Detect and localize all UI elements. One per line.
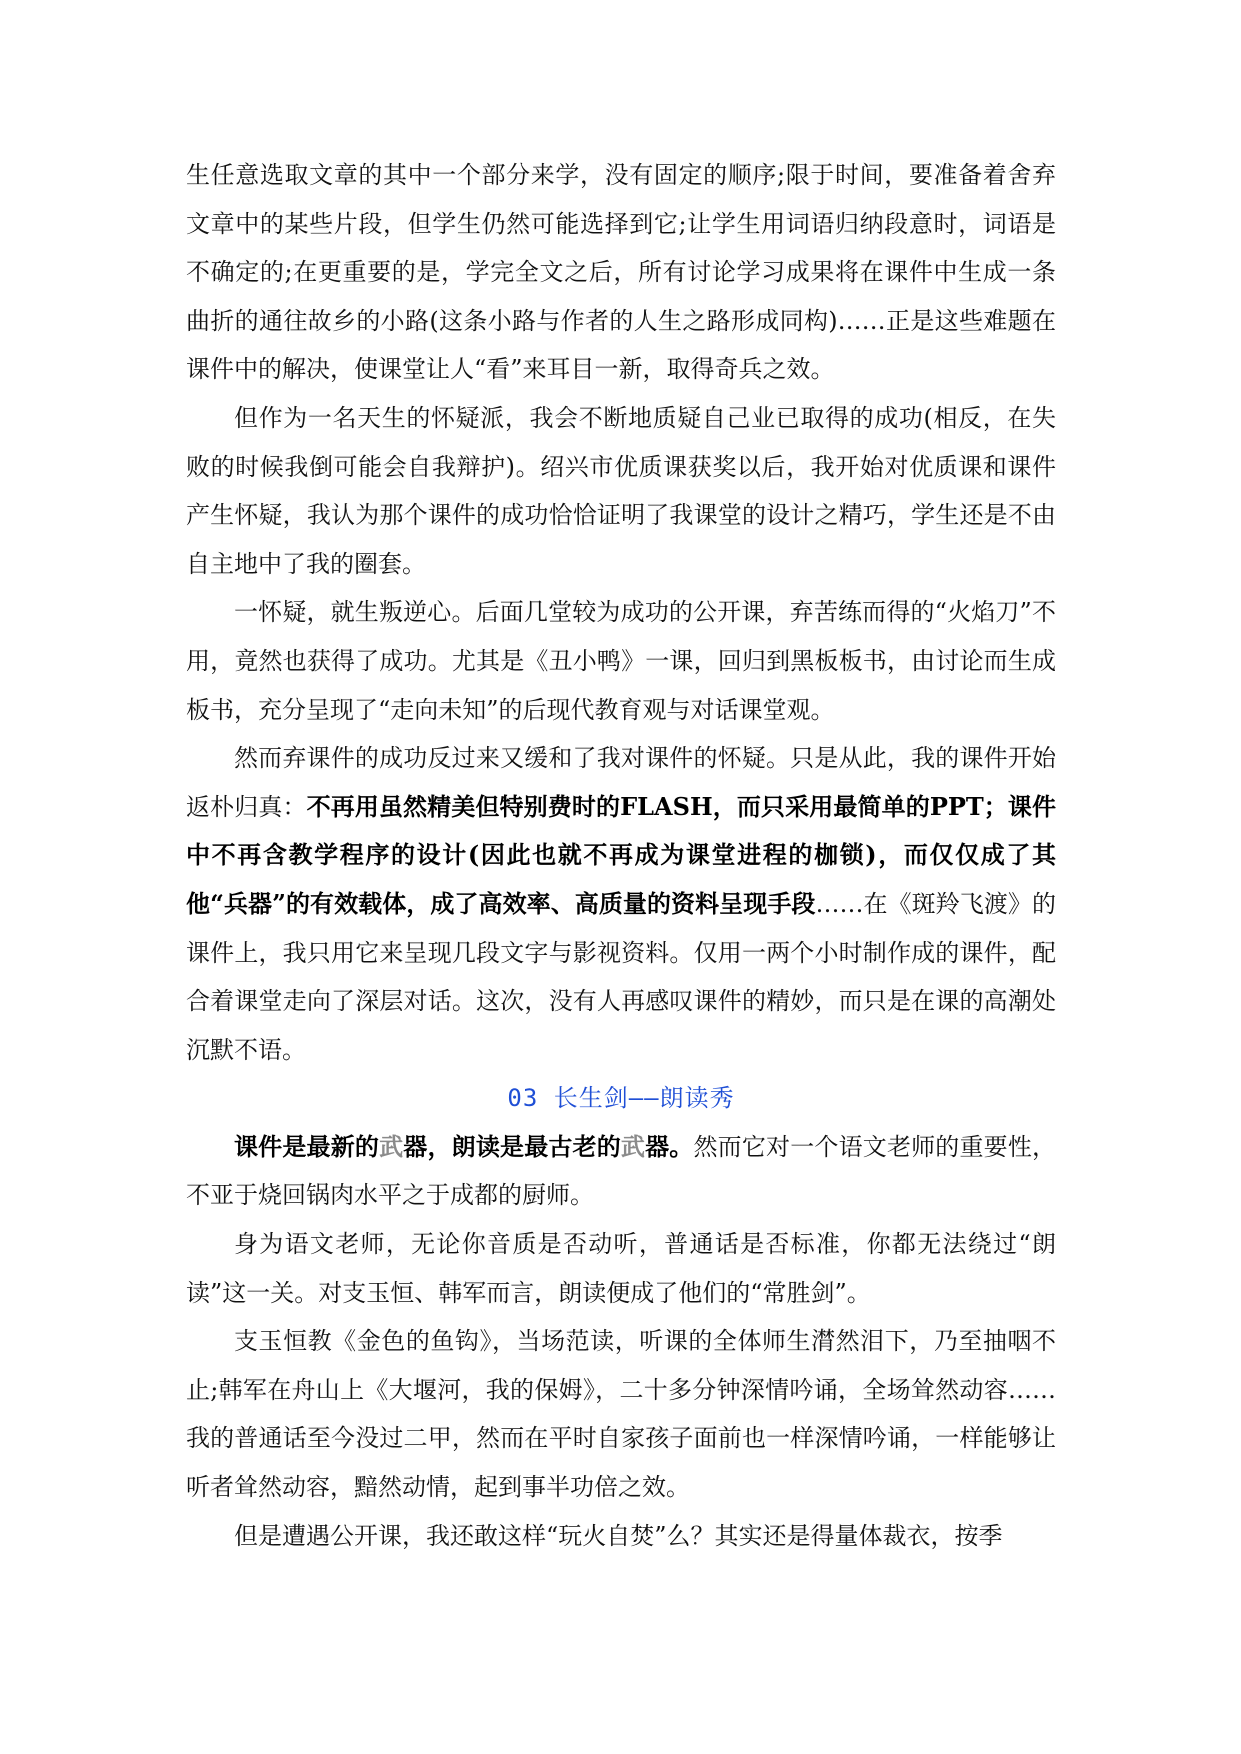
paragraph-1-text: 生任意选取文章的其中一个部分来学，没有固定的顺序;限于时间，要准备着舍弃文章中的某些片段，但学生仍然可能选择到它;让学生用词语归纳段意时，词语是不确定的;在更重要的是，学完全文之后，所有讨论学习成果将在课件中生成一条曲折的通往故乡的小路(这条小路与作者的人生之路形成同构)……正是这些难题在课件中的解决，使课堂让人“看”来耳目一新，取得奇兵之效。	[186, 161, 1056, 384]
paragraph-3-text: 一怀疑，就生叛逆心。后面几堂较为成功的公开课，弃苦练而得的“火焰刀”不用，竟然也获得了成功。尤其是《丑小鸭》一课，回归到黑板板书，由讨论而生成板书，充分呈现了“走向未知”的后现代教育观与对话课堂观。	[186, 598, 1056, 724]
document-body	[186, 151, 1056, 1560]
paragraph-6-text: 身为语文老师，无论你音质是否动听，普通话是否标准，你都无法绕过“朗读”这一关。对支玉恒、韩军而言，朗读便成了他们的“常胜剑”。	[186, 1230, 1056, 1307]
paragraph-8	[186, 1512, 1056, 1561]
paragraph-2	[186, 394, 1056, 588]
section-heading-row	[186, 1074, 1056, 1123]
paragraph-5-gray-glyph-2: 武	[620, 1131, 646, 1161]
paragraph-4-text-b: ……在《斑羚飞渡》的课件上，我只用它来呈现几段文字与影视资料。仅用一两个小时制作成的课件，配合着课堂走向了深层对话。这次，没有人再感叹课件的精妙，而只是在课的高潮处沉默不语。	[186, 889, 1056, 1064]
paragraph-4-bold-text: 不再用虽然精美但特别费时的FLASH，而只采用最简单的PPT；课件中不再含教学程序的设计(因此也就不再成为课堂进程的枷锁)，而仅仅成了其他“兵器”的有效载体，成了高效率、高质量的资料呈现手段	[186, 791, 1057, 918]
paragraph-4-text-a: 然而弃课件的成功反过来又缓和了我对课件的怀疑。只是从此，我的课件开始返朴归真：	[186, 744, 1056, 821]
paragraph-5-bold-b: 器，朗读是最古老的	[403, 1131, 621, 1161]
paragraph-7	[186, 1317, 1056, 1511]
paragraph-5-bold-a: 课件是最新的	[234, 1131, 380, 1161]
paragraph-5-gray-glyph-1: 武	[379, 1131, 404, 1161]
paragraph-3	[186, 588, 1056, 734]
paragraph-8-text: 但是遭遇公开课，我还敢这样“玩火自焚”么？其实还是得量体裁衣，按季	[234, 1521, 1003, 1550]
paragraph-2-text: 但作为一名天生的怀疑派，我会不断地质疑自己业已取得的成功(相反，在失败的时候我倒可能会自我辩护)。绍兴市优质课获奖以后，我开始对优质课和课件产生怀疑，我认为那个课件的成功恰恰证明了我课堂的设计之精巧，学生还是不由自主地中了我的圈套。	[186, 403, 1056, 578]
paragraph-1	[186, 151, 1056, 394]
paragraph-5-text: 然而它对一个语文老师的重要性，不亚于烧回锅肉水平之于成都的厨师。	[186, 1132, 1057, 1210]
section-heading: 03 长生剑——朗读秀	[507, 1084, 735, 1113]
paragraph-4	[186, 734, 1056, 1074]
paragraph-5	[186, 1123, 1056, 1220]
paragraph-5-bold-c: 器。	[645, 1131, 694, 1161]
paragraph-7-text: 支玉恒教《金色的鱼钩》，当场范读，听课的全体师生潸然泪下，乃至抽咽不止;韩军在舟山上《大堰河，我的保姆》，二十多分钟深情吟诵，全场耸然动容……我的普通话至今没过二甲，然而在平时自家孩子面前也一样深情吟诵，一样能够让听者耸然动容，黯然动情，起到事半功倍之效。	[186, 1327, 1056, 1502]
paragraph-6	[186, 1220, 1056, 1317]
